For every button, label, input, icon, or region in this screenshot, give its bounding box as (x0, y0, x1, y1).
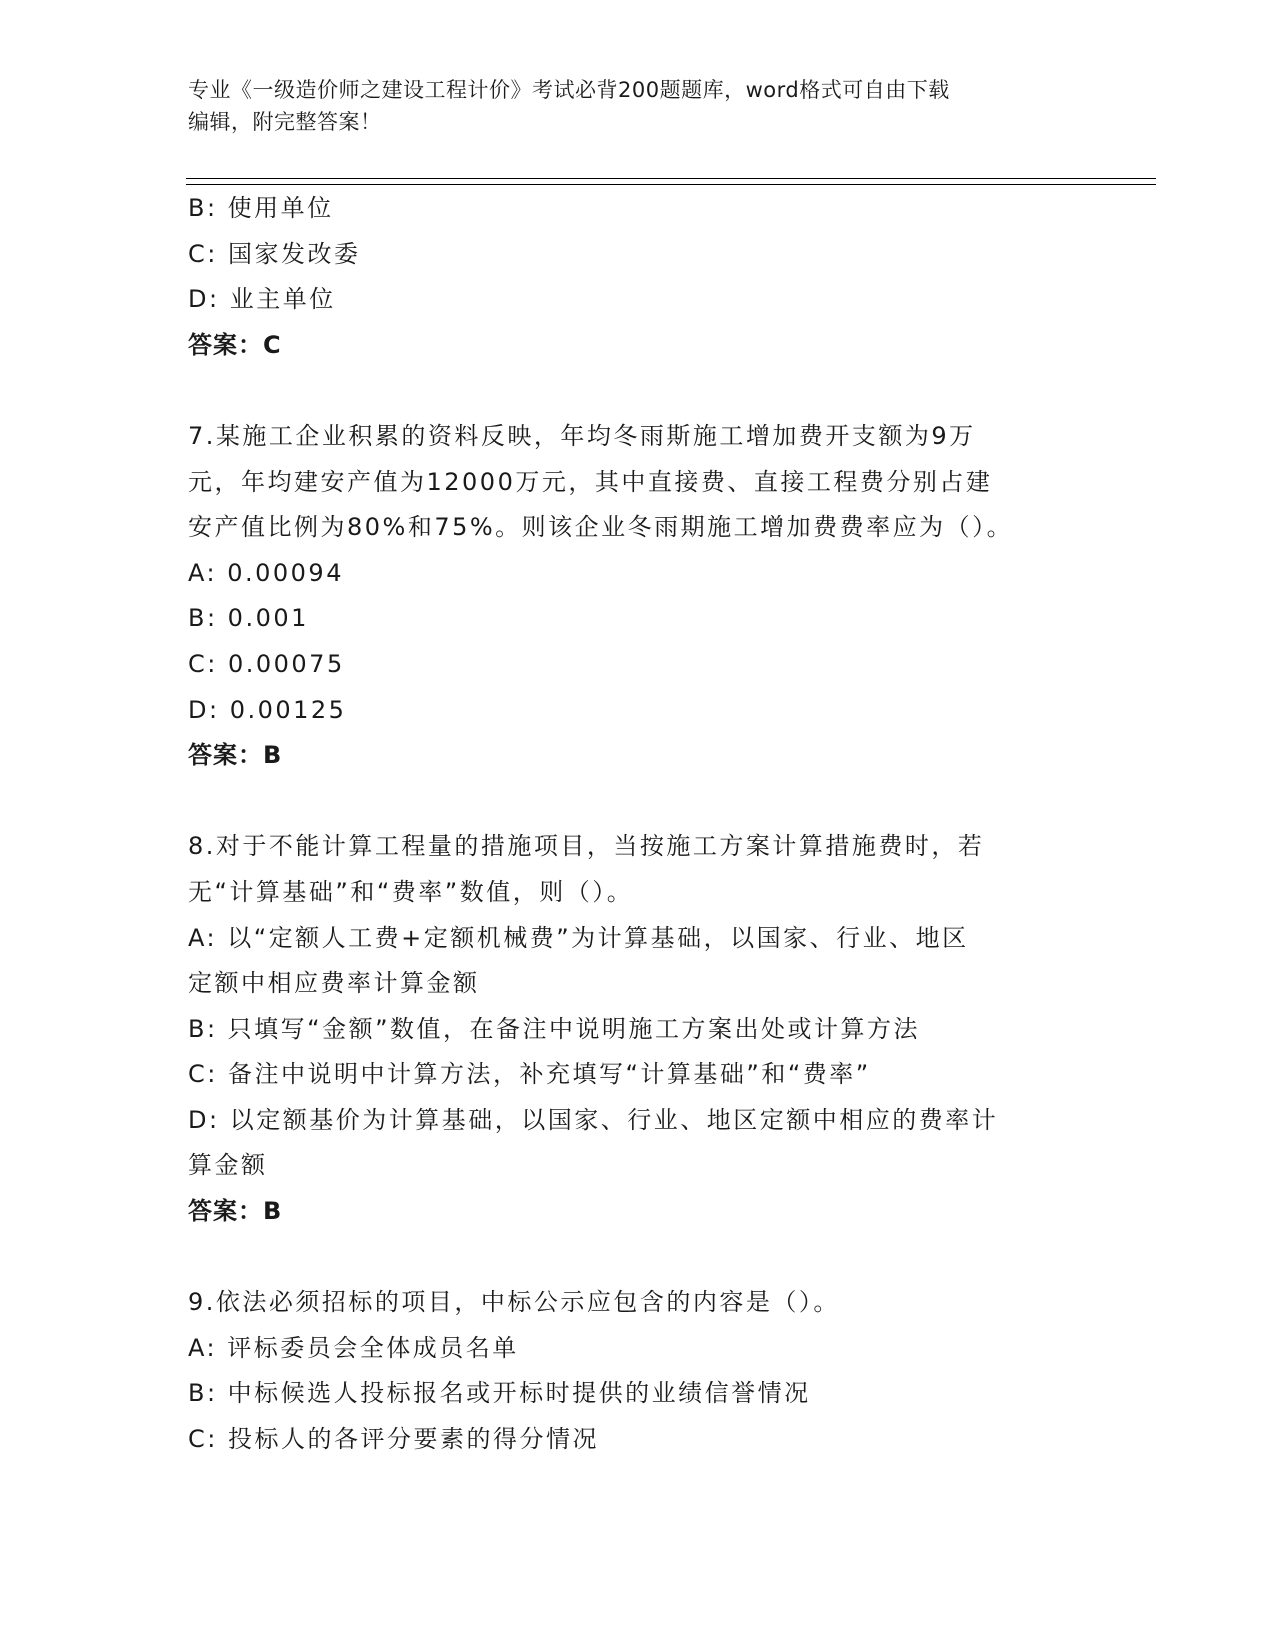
question-9 (188, 1280, 1088, 1462)
question-stem-line: 无“计算基础”和“费率”数值，则（）。 (188, 877, 634, 906)
option-a-continued: 定额中相应费率计算金额 (188, 969, 480, 998)
spacer (188, 368, 1088, 414)
header-title-line-1: 专业《一级造价师之建设工程计价》考试必背200题题库，word格式可自由下载 (188, 78, 950, 102)
option-c: C: 0.00075 (188, 649, 345, 678)
question-8 (188, 824, 1088, 1234)
option-d: D: 以定额基价为计算基础，以国家、行业、地区定额中相应的费率计 (188, 1105, 999, 1134)
answer: 答案：C (188, 330, 282, 359)
question-7 (188, 414, 1088, 779)
answer: 答案：B (188, 1197, 283, 1226)
question-stem-line: 8.对于不能计算工程量的措施项目，当按施工方案计算措施费时，若 (188, 832, 985, 861)
question-6-tail (188, 186, 1088, 368)
spacer (188, 1235, 1088, 1281)
document-body (188, 186, 1088, 1463)
option-a: A: 0.00094 (188, 558, 344, 587)
header-title-line-2: 编辑，附完整答案！ (188, 110, 382, 134)
option-b: B: 只填写“金额”数值，在备注中说明施工方案出处或计算方法 (188, 1014, 921, 1043)
option-c: C: 备注中说明中计算方法，补充填写“计算基础”和“费率” (188, 1060, 871, 1089)
header-divider (186, 178, 1156, 185)
option-b: B: 使用单位 (188, 194, 334, 222)
option-b: B: 中标候选人投标报名或开标时提供的业绩信誉情况 (188, 1379, 811, 1408)
option-d: D: 业主单位 (188, 285, 336, 314)
option-c: C: 投标人的各评分要素的得分情况 (188, 1425, 599, 1454)
document-header (188, 74, 1088, 138)
option-c: C: 国家发改委 (188, 239, 361, 268)
option-d: D: 0.00125 (188, 695, 347, 724)
option-a: A: 评标委员会全体成员名单 (188, 1333, 519, 1362)
question-stem-line: 元，年均建安产值为12000万元，其中直接费、直接工程费分别占建 (188, 467, 993, 496)
option-d-continued: 算金额 (188, 1151, 268, 1180)
question-stem-line: 7.某施工企业积累的资料反映，年均冬雨斯施工增加费开支额为9万 (188, 421, 976, 450)
option-b: B: 0.001 (188, 604, 309, 633)
question-stem-line: 9.依法必须招标的项目，中标公示应包含的内容是（）。 (188, 1288, 840, 1317)
question-stem-line: 安产值比例为80%和75%。则该企业冬雨期施工增加费费率应为（）。 (188, 513, 1014, 542)
option-a: A: 以“定额人工费+定额机械费”为计算基础，以国家、行业、地区 (188, 923, 969, 952)
answer: 答案：B (188, 741, 283, 770)
spacer (188, 779, 1088, 825)
